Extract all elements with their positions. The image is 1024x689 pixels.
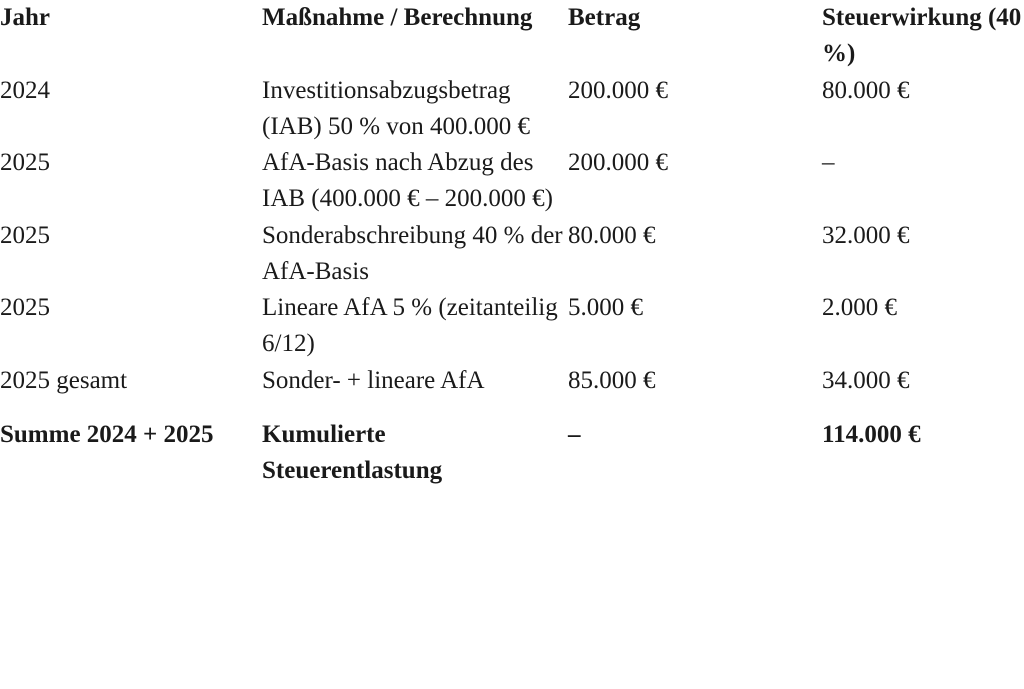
table-body (0, 73, 1024, 490)
column-header-massnahme: Maßnahme / Berechnung (262, 4, 533, 31)
cell-massnahme: Sonder- + lineare AfA (262, 366, 485, 394)
cell-jahr: Summe 2024 + 2025 (0, 420, 214, 448)
cell-massnahme: Sonderabschreibung 40 % der AfA-Basis (262, 221, 563, 285)
cell-steuerwirkung: 34.000 € (822, 366, 910, 394)
cell-betrag: 85.000 € (568, 366, 656, 394)
cell-steuerwirkung: 80.000 € (822, 76, 910, 104)
table-header-row (0, 0, 1024, 73)
cell-steuerwirkung: – (822, 149, 835, 176)
table-row-total (0, 399, 1024, 490)
column-header-jahr: Jahr (0, 4, 50, 31)
cell-jahr: 2025 gesamt (0, 366, 128, 394)
cell-betrag: 5.000 € (568, 294, 643, 321)
cell-jahr: 2025 (0, 149, 50, 176)
cell-jahr: 2024 (0, 76, 50, 104)
cell-massnahme: Lineare AfA 5 % (zeitanteilig 6/12) (262, 294, 558, 358)
cell-massnahme: AfA-Basis nach Abzug des IAB (400.000 € – 200.000 €) (262, 149, 553, 213)
cell-steuerwirkung: 114.000 € (822, 420, 921, 448)
table-row (0, 145, 1024, 218)
table-row (0, 73, 1024, 146)
table-row (0, 290, 1024, 363)
cell-steuerwirkung: 32.000 € (822, 221, 910, 249)
cell-betrag: 200.000 € (568, 76, 668, 104)
table-row (0, 218, 1024, 291)
cell-massnahme: Kumulierte Steuerentlastung (262, 420, 443, 484)
column-header-steuerwirkung: Steuerwirkung (40 %) (822, 4, 1022, 68)
column-header-betrag: Betrag (568, 4, 641, 31)
cell-betrag: 200.000 € (568, 149, 668, 176)
cell-betrag: 80.000 € (568, 221, 656, 249)
cell-steuerwirkung: 2.000 € (822, 294, 897, 321)
cell-betrag: – (568, 420, 581, 448)
cell-jahr: 2025 (0, 294, 50, 321)
table-row (0, 363, 1024, 399)
cell-massnahme: Investitionsabzugsbetrag (IAB) 50 % von 400.000 € (262, 76, 531, 140)
cell-jahr: 2025 (0, 221, 50, 249)
table-header (0, 0, 1024, 73)
